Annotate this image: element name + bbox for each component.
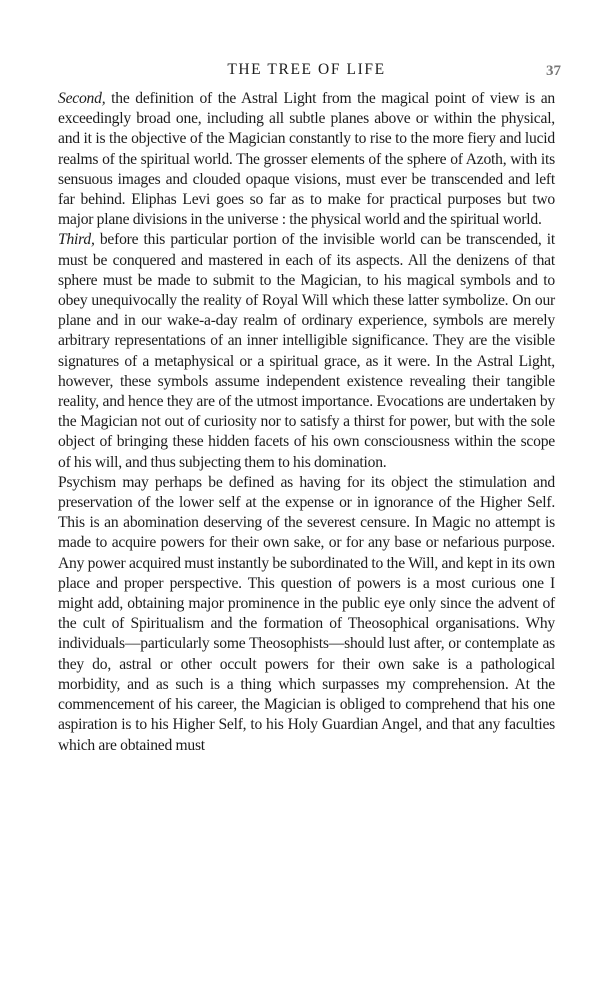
running-title: THE TREE OF LIFE <box>227 61 386 78</box>
paragraph-lead: Third, <box>58 231 95 249</box>
paragraph-psychism <box>58 473 555 756</box>
paragraph-second <box>58 89 555 230</box>
paragraph-lead: Second, <box>58 90 106 107</box>
running-head <box>58 61 561 81</box>
page-number: 37 <box>546 63 561 79</box>
paragraph-text: Psychism may perhaps be defined as having for its object the stimulation and preservation of the lower self at the expense or in ignorance of the Higher Self. This is an abomination deserving of the severest censure. In Magic no attempt is made to acquire powers for their own sake, or for any base or nefarious purpose. Any power acquired must instantly be subordinated to the Will, and kept in its own place and proper perspective. This question of powers is a most curious one I might add, obtaining major prominence in the public eye only since the advent of the cult of Spiritualism and the formation of Theosophical organisations. Why individuals—particularly some Theosophists—should lust after, or contemplate as they do, astral or other occult powers for their own sake is a pathological morbidity, and as such is a thing which surpasses my comprehension. At the commencement of his career, the Magician is obliged to comprehend that his one aspiration is to his Higher Self, to his Holy Guardian Angel, and that any faculties which are obtained must <box>58 473 555 754</box>
body-text <box>58 89 555 756</box>
paragraph-third <box>58 230 555 472</box>
paragraph-text: before this particular portion of the invisible world can be transcended, it must be conquered and mastered in each of its aspects. All the denizens of that sphere must be made to submit to the Magician, to his magical symbols and to obey unequivocally the reality of Royal Will which these latter symbolize. On our plane and in our wake-a-day realm of ordinary experience, symbols are merely arbitrary representations of an inner intelligible significance. They are the visible signatures of a metaphysical or a spiritual grace, as it were. In the Astral Light, however, these symbols assume independent existence revealing their tangible reality, and hence they are of the utmost importance. Evocations are undertaken by the Magician not out of curiosity nor to satisfy a thirst for power, but with the sole object of bringing these hidden facets of his own consciousness within the scope of his will, and thus subjecting them to his domination. <box>58 231 555 471</box>
paragraph-text: the definition of the Astral Light from the magical point of view is an exceedingly broad one, including all subtle planes above or within the physical, and it is the objective of the Magician constantly to rise to the more fiery and lucid realms of the spiritual world. The grosser elements of the sphere of Azoth, with its sensuous images and clouded opaque visions, must ever be transcended and left far behind. Eliphas Levi goes so far as to make for practical purposes but two major plane divisions in the universe : the physical world and the spiritual world. <box>58 90 555 229</box>
